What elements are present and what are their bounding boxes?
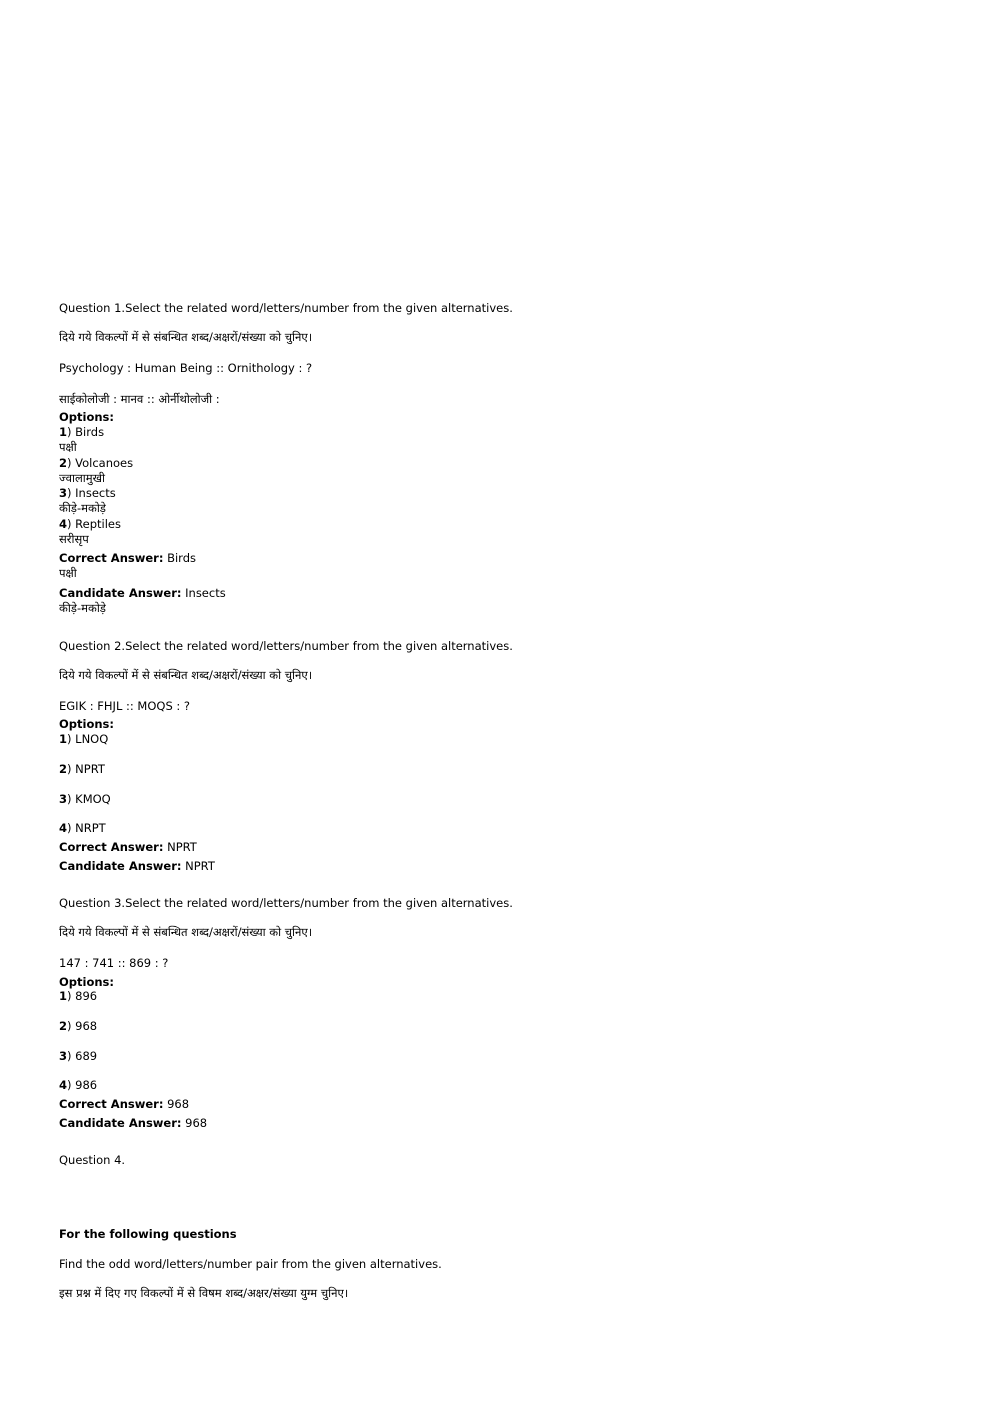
q2-option-2 [59, 762, 105, 777]
q1-option-4-text: ) Reptiles [67, 517, 121, 531]
q1-candidate-answer [59, 586, 226, 601]
q3-stem: 147 : 741 :: 869 : ? [59, 956, 169, 970]
q2-option-3-num: 3 [59, 792, 68, 806]
q2-candidate-answer [59, 859, 215, 874]
q1-candidate-value: Insects [181, 586, 226, 600]
q3-options-label: Options: [59, 975, 114, 989]
q1-candidate-hindi: कीड़े-मकोड़े [59, 601, 106, 615]
q1-correct-value: Birds [163, 551, 196, 565]
q3-option-1-num: 1 [59, 989, 68, 1003]
q3-candidate-label: Candidate Answer: [59, 1116, 182, 1130]
q1-candidate-label: Candidate Answer: [59, 586, 182, 600]
q1-correct-answer [59, 551, 196, 566]
q4-heading: For the following questions [59, 1227, 237, 1241]
q2-option-4 [59, 821, 106, 836]
q4-title: Question 4. [59, 1153, 126, 1167]
q1-correct-label: Correct Answer: [59, 551, 164, 565]
q3-option-4-num: 4 [59, 1078, 68, 1092]
q3-option-2-num: 2 [59, 1019, 68, 1033]
q2-correct-label: Correct Answer: [59, 840, 164, 854]
q1-option-3-hindi: कीड़े-मकोड़े [59, 501, 106, 515]
q3-candidate-value: 968 [181, 1116, 208, 1130]
q1-option-2 [59, 456, 133, 471]
q1-option-1-num: 1 [59, 425, 68, 439]
q2-option-3-text: ) KMOQ [67, 792, 111, 806]
q3-correct-value: 968 [163, 1097, 190, 1111]
q1-option-1-text: ) Birds [67, 425, 105, 439]
q3-option-2 [59, 1019, 97, 1034]
q2-stem: EGIK : FHJL :: MOQS : ? [59, 699, 191, 713]
q4-instruction: Find the odd word/letters/number pair from the given alternatives. [59, 1257, 442, 1271]
q1-option-2-num: 2 [59, 456, 68, 470]
q2-option-4-text: ) NRPT [67, 821, 106, 835]
q2-option-2-num: 2 [59, 762, 68, 776]
q3-title-hindi: दिये गये विकल्पों में से संबन्धित शब्द/अक्षरों/संख्या को चुनिए। [59, 925, 313, 939]
q4-instruction-hindi: इस प्रश्न में दिए गए विकल्पों में से विषम शब्द/अक्षर/संख्या युग्म चुनिए। [59, 1286, 349, 1300]
q3-option-1-text: ) 896 [67, 989, 98, 1003]
q2-title-hindi: दिये गये विकल्पों में से संबन्धित शब्द/अक्षरों/संख्या को चुनिए। [59, 668, 313, 682]
q1-stem-hindi: साईकोलोजी : मानव :: ओर्नीथोलोजी : [59, 392, 220, 406]
q1-title-hindi: दिये गये विकल्पों में से संबन्धित शब्द/अक्षरों/संख्या को चुनिए। [59, 330, 313, 344]
q1-title: Question 1.Select the related word/letters/number from the given alternatives. [59, 301, 513, 315]
q1-option-1 [59, 425, 104, 440]
q2-option-3 [59, 792, 111, 807]
q3-candidate-answer [59, 1116, 207, 1131]
q2-correct-answer [59, 840, 197, 855]
q2-options-label: Options: [59, 717, 114, 731]
q1-option-3 [59, 486, 116, 501]
q3-option-3-text: ) 689 [67, 1049, 98, 1063]
q2-option-1-text: ) LNOQ [67, 732, 109, 746]
q1-option-1-hindi: पक्षी [59, 440, 77, 454]
q2-candidate-value: NPRT [181, 859, 215, 873]
q2-option-4-num: 4 [59, 821, 68, 835]
q3-correct-answer [59, 1097, 189, 1112]
q1-option-4-hindi: सरीसृप [59, 532, 89, 546]
q3-title: Question 3.Select the related word/letters/number from the given alternatives. [59, 896, 513, 910]
q2-title: Question 2.Select the related word/letters/number from the given alternatives. [59, 639, 513, 653]
q1-option-4 [59, 517, 121, 532]
q1-option-4-num: 4 [59, 517, 68, 531]
q1-stem: Psychology : Human Being :: Ornithology : ? [59, 361, 313, 375]
q1-option-3-num: 3 [59, 486, 68, 500]
q3-option-4 [59, 1078, 97, 1093]
q3-option-1 [59, 989, 97, 1004]
q3-option-2-text: ) 968 [67, 1019, 98, 1033]
q2-option-1-num: 1 [59, 732, 68, 746]
q3-correct-label: Correct Answer: [59, 1097, 164, 1111]
q3-option-4-text: ) 986 [67, 1078, 98, 1092]
q2-option-1 [59, 732, 108, 747]
q3-option-3 [59, 1049, 97, 1064]
q1-option-2-text: ) Volcanoes [67, 456, 134, 470]
q1-option-3-text: ) Insects [67, 486, 116, 500]
q3-option-3-num: 3 [59, 1049, 68, 1063]
q2-correct-value: NPRT [163, 840, 197, 854]
q2-option-2-text: ) NPRT [67, 762, 105, 776]
q1-option-2-hindi: ज्वालामुखी [59, 471, 105, 485]
q1-correct-hindi: पक्षी [59, 566, 77, 580]
q1-options-label: Options: [59, 410, 114, 424]
q2-candidate-label: Candidate Answer: [59, 859, 182, 873]
